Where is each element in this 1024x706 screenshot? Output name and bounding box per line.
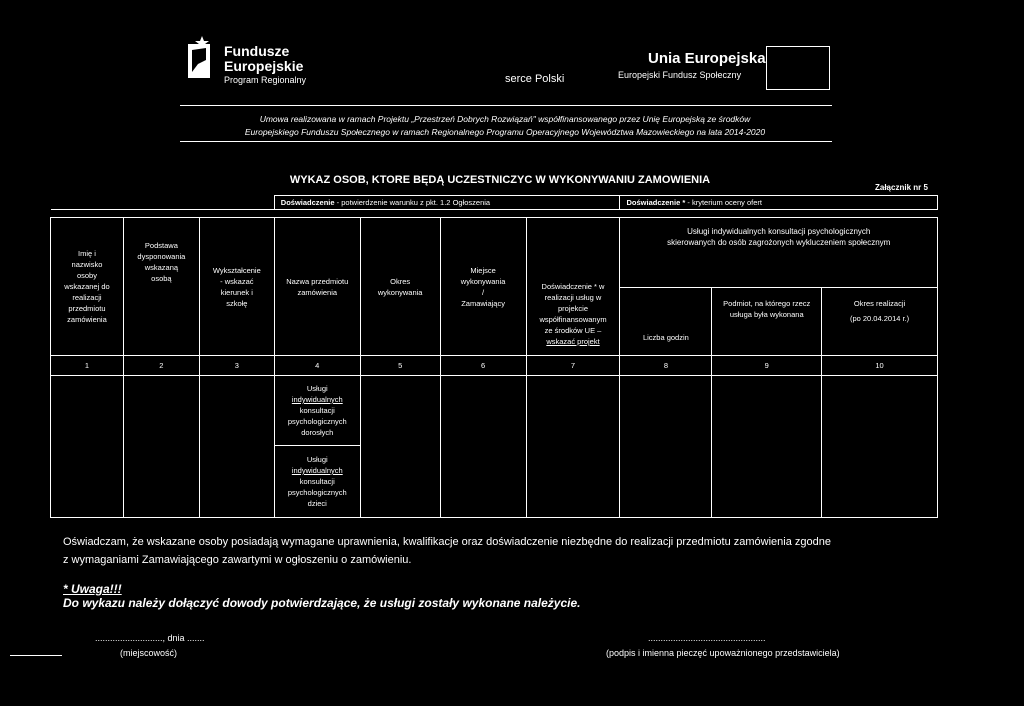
col-header-place: Miejsce wykonywania / Zamawiający: [440, 218, 526, 356]
col-header-realization: Okres realizacji (po 20.04.2014 r.): [822, 288, 938, 356]
uwaga-label: * Uwaga!!!: [63, 582, 122, 596]
service-children-cell: Usługi indywidualnych konsultacji psychologicznych dzieci: [274, 446, 360, 518]
document-title: WYKAZ OSOB, KTORE BĘDĄ UCZESTNICZYC W WYKONYWANIU ZAMOWIENIA: [289, 174, 711, 186]
col-header-education: Wykształcenie - wskazać kierunek i szkołę: [199, 218, 274, 356]
col-header-entity: Podmiot, na którego rzecz usługa była wykonana: [712, 288, 822, 356]
uwaga-text: Do wykazu należy dołączyć dowody potwierdzające, że usługi zostały wykonane należycie.: [63, 596, 581, 610]
uwaga-note: [63, 582, 581, 610]
umowa-line1: Umowa realizowana w ramach Projektu „Przestrzeń Dobrych Rozwiązań" współfinansowanego przez Unię Europejską ze środków: [259, 114, 751, 124]
statement: [63, 533, 943, 569]
umowa-line2: Europejskiego Funduszu Społecznego w ramach Regionalnego Programu Operacyjnego Województwa Mazowieckiego na lata 2014-2020: [244, 127, 766, 137]
signature-line: [10, 655, 62, 656]
fe-logo-title: [224, 44, 303, 74]
statement-line1: Oświadczam, że wskazane osoby posiadają wymagane uprawnienia, kwalifikacje oraz doświadczenie niezbędne do realizacji przedmiotu zamówienia zgodne: [63, 536, 831, 548]
serce-polski-logo: serce Polski: [505, 73, 565, 85]
fundusze-europejskie-logo-icon: [188, 36, 216, 80]
col-header-experience: Doświadczenie * w realizacji usług w projekcie współfinansowanym ze środków UE – wskazać projekt: [526, 218, 620, 356]
divider-bottom: [180, 141, 832, 142]
ue-subtitle: Europejski Fundusz Społeczny: [618, 70, 742, 80]
wskazac-projekt-text: wskazać projekt: [546, 337, 600, 346]
col-group-header: Usługi indywidualnych konsultacji psychologicznych skierowanych do osób zagrożonych wykluczeniem społecznym: [620, 218, 938, 288]
signature-label: (podpis i imienna pieczęć upoważnionego przedstawiciela): [606, 648, 840, 658]
col-header-period: Okres wykonywania: [360, 218, 440, 356]
fe-title-line2: Europejskie: [224, 58, 304, 74]
col-header-name: Imię i nazwisko osoby wskazanej do realizacji przedmiotu zamówienia: [51, 218, 124, 356]
table-row: [51, 376, 938, 446]
place-date-dots: ..........................., dnia .......: [95, 633, 205, 643]
numbers-row: 1 2 3 4 5 6 7 8 9 10: [51, 356, 938, 376]
note-criterion: Doświadczenie * - kryterium oceny ofert: [620, 196, 938, 210]
persons-table: [50, 195, 938, 518]
col-header-hours: Liczba godzin: [620, 288, 712, 356]
ue-title: Unia Europejska: [648, 50, 766, 67]
note-experience: Doświadczenie - potwierdzenie warunku z pkt. 1.2 Ogłoszenia: [274, 196, 620, 210]
statement-line2: z wymaganiami Zamawiającego zawartymi w ogłoszeniu o zamówieniu.: [63, 554, 412, 566]
eu-flag-icon: [766, 46, 830, 90]
col-header-subject: Nazwa przedmiotu zamówienia: [274, 218, 360, 356]
col-header-basis: Podstawa dysponowania wskazaną osobą: [123, 218, 199, 356]
place-label: (miejscowość): [120, 648, 178, 658]
service-adults-cell: Usługi indywidualnych konsultacji psychologicznych dorosłych: [274, 376, 360, 446]
divider-top: [180, 105, 832, 106]
signature-dots: ...............................................: [648, 633, 766, 643]
fe-title-line1: Fundusze: [224, 43, 290, 59]
fe-logo-subtitle: Program Regionalny: [224, 75, 307, 85]
zalacznik-label: Załącznik nr 5: [875, 183, 928, 192]
umowa-note: [185, 113, 825, 139]
